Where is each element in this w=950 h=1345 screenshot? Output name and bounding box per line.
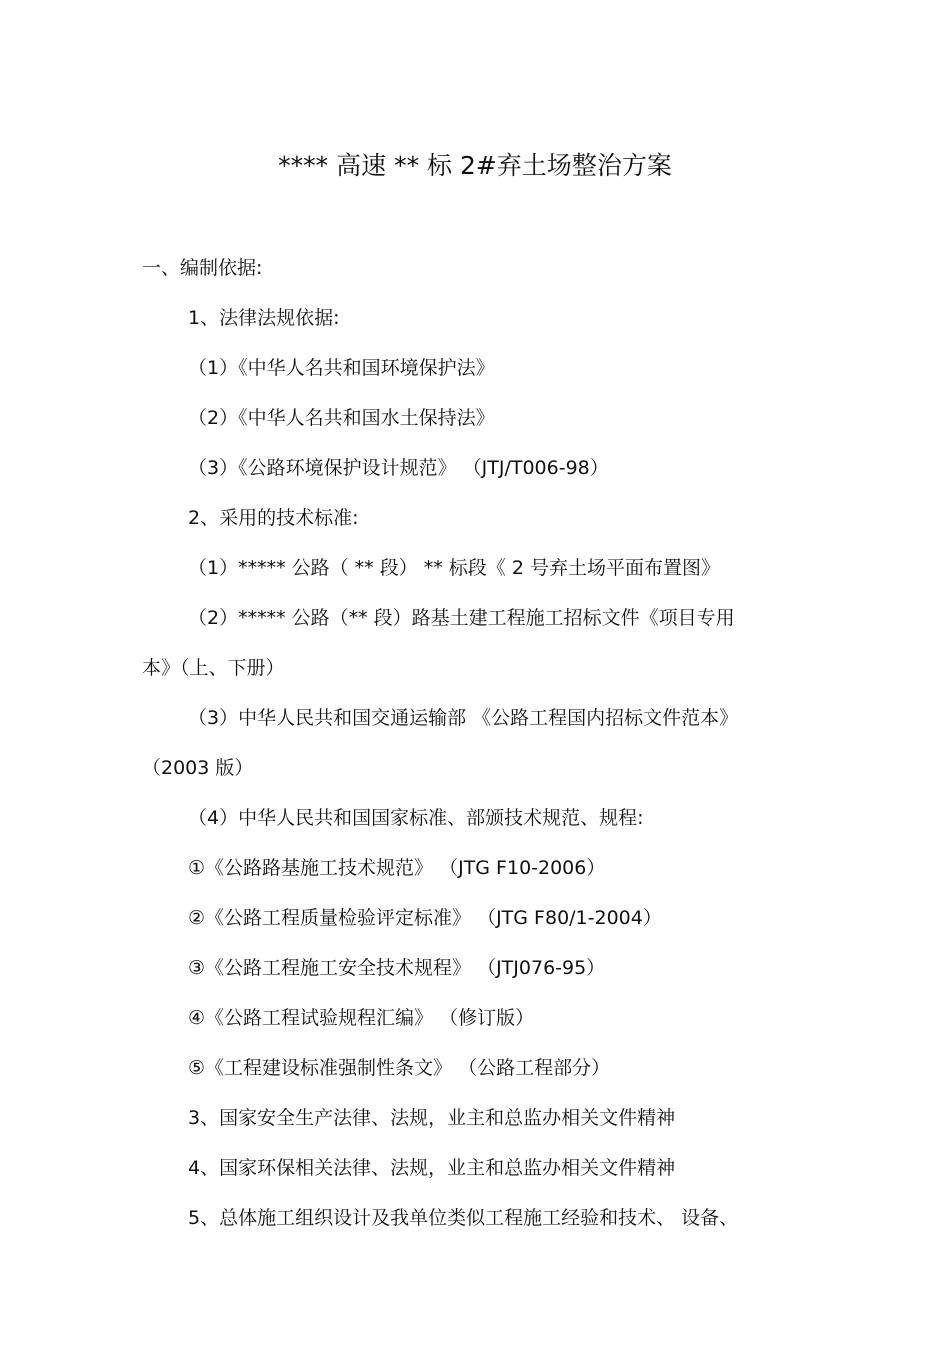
standard-item-1: （1）***** 公路（ ** 段） ** 标段《 2 号弃土场平面布置图》 <box>188 557 720 579</box>
standard-item-3-continued: （2003 版） <box>142 757 254 779</box>
basis-item-5: 5、总体施工组织设计及我单位类似工程施工经验和技术、 设备、 <box>188 1207 739 1229</box>
standard-item-3: （3）中华人民共和国交通运输部 《公路工程国内招标文件范本》 <box>188 707 739 729</box>
basis-item-4: 4、国家环保相关法律、法规，业主和总监办相关文件精神 <box>188 1157 676 1179</box>
subheading-standards: 2、采用的技术标准: <box>188 507 359 529</box>
spec-item-2: ②《公路工程质量检验评定标准》 （JTG F80/1-2004） <box>188 907 662 929</box>
law-item-1: （1）《中华人名共和国环境保护法》 <box>188 357 495 379</box>
basis-item-3: 3、国家安全生产法律、法规，业主和总监办相关文件精神 <box>188 1107 676 1129</box>
standard-item-4: （4）中华人民共和国国家标准、部颁技术规范、规程: <box>188 807 644 829</box>
law-item-3: （3）《公路环境保护设计规范》 （JTJ/T006-98） <box>188 457 609 479</box>
spec-item-5: ⑤《工程建设标准强制性条文》 （公路工程部分） <box>188 1057 611 1079</box>
spec-item-1: ①《公路路基施工技术规范》 （JTG F10-2006） <box>188 857 606 879</box>
section-heading-basis: 一、编制依据: <box>142 257 263 279</box>
standard-item-2: （2）***** 公路（** 段）路基土建工程施工招标文件《项目专用 <box>188 607 735 629</box>
document-title: **** 高速 ** 标 2#弃土场整治方案 <box>278 151 672 180</box>
subheading-laws: 1、法律法规依据: <box>188 307 340 329</box>
standard-item-2-continued: 本》（上、下册） <box>142 657 285 679</box>
law-item-2: （2）《中华人名共和国水土保持法》 <box>188 407 495 429</box>
spec-item-3: ③《公路工程施工安全技术规程》 （JTJ076-95） <box>188 957 606 979</box>
spec-item-4: ④《公路工程试验规程汇编》 （修订版） <box>188 1007 535 1029</box>
